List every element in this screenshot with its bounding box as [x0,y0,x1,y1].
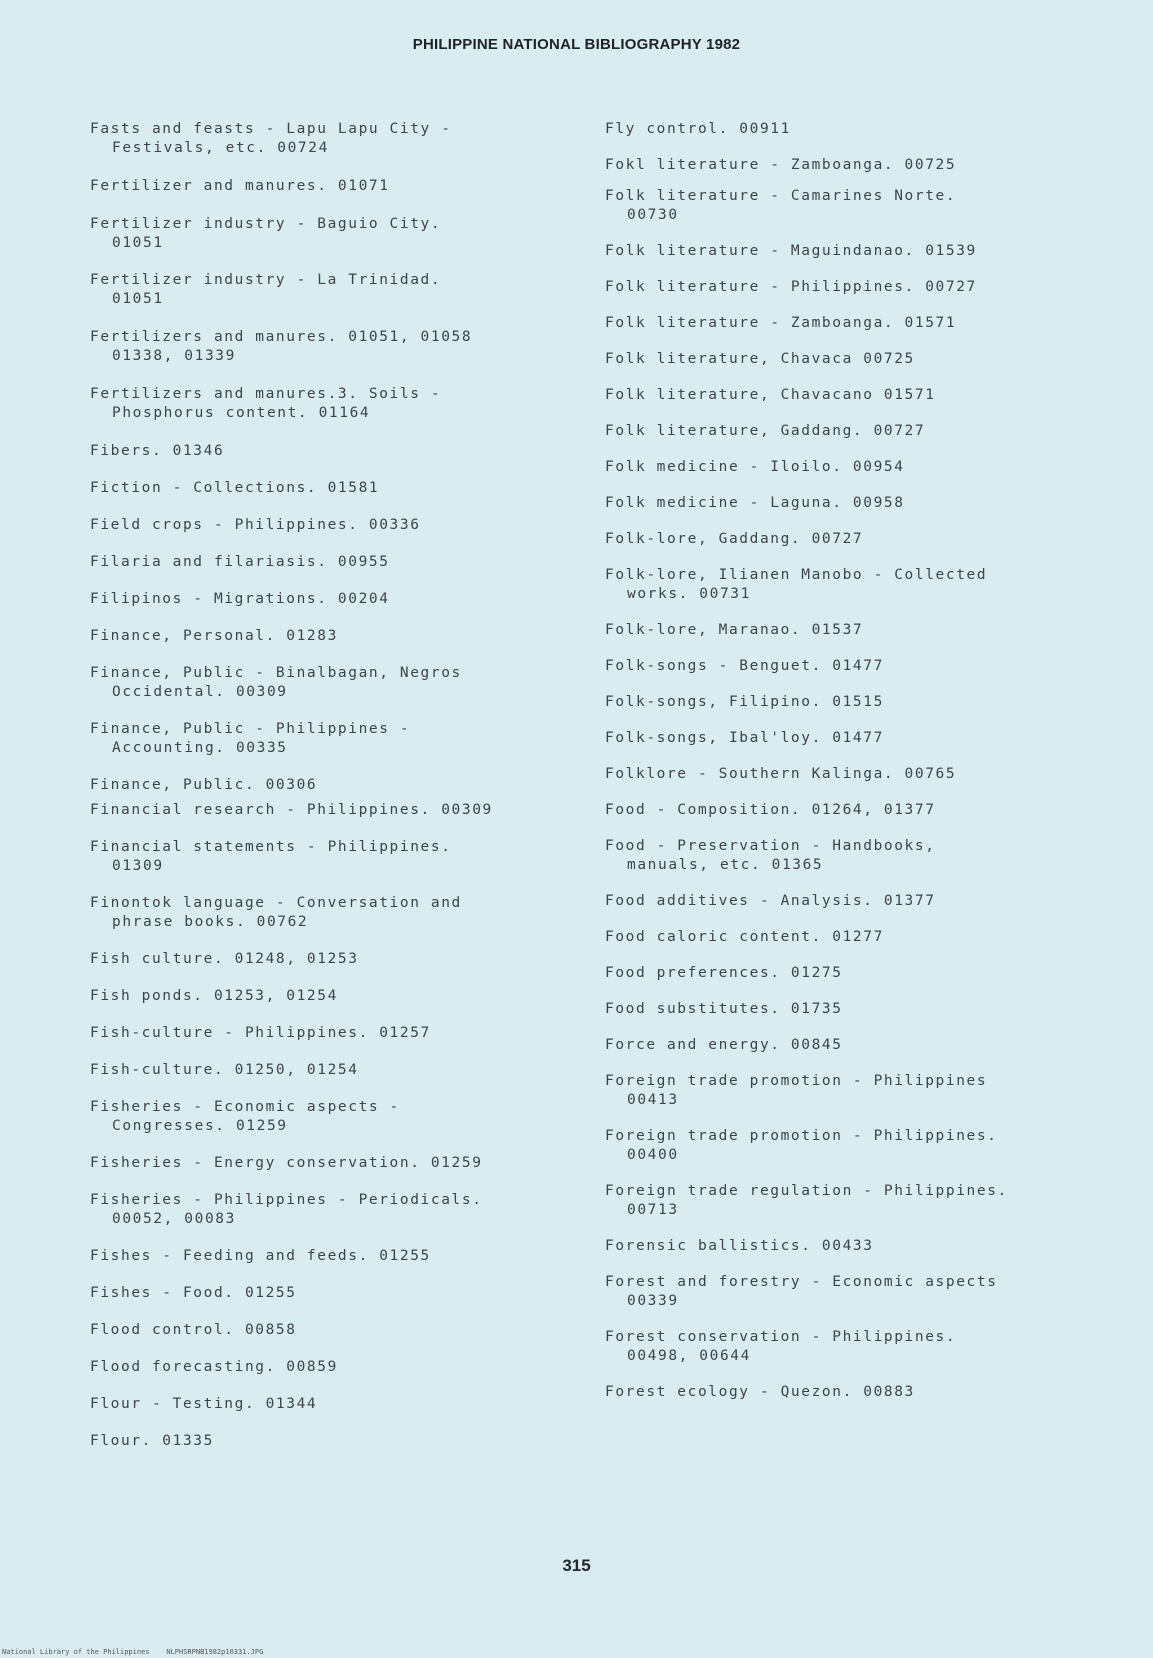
entry-heading: Flour. 01335 [90,1433,214,1449]
index-entry [90,385,570,423]
entry-heading: Folk literature - Camarines Norte. [605,188,957,204]
index-entry [90,442,570,461]
entry-continuation: Congresses. 01259 [112,1118,288,1134]
entry-heading: Food - Composition. 01264, 01377 [605,802,936,818]
entry-heading: Fertilizers and manures. 01051, 01058 [90,329,473,345]
entry-heading: Folk literature - Zamboanga. 01571 [605,315,957,331]
entry-heading: Folk medicine - Laguna. 00958 [605,495,905,511]
right-column [605,120,1075,1402]
entry-heading: Folk literature, Gaddang. 00727 [605,423,926,439]
entry-heading: Fiction - Collections. 01581 [90,480,380,496]
entry-continuation: Accounting. 00335 [112,740,288,756]
entry-heading: Financial research - Philippines. 00309 [90,802,493,818]
entry-heading: Fish-culture. 01250, 01254 [90,1062,359,1078]
entry-heading: Food caloric content. 01277 [605,929,884,945]
page-number: 315 [562,1556,591,1575]
entry-continuation: 00413 [627,1092,679,1108]
entry-heading: Fishes - Food. 01255 [90,1285,297,1301]
entry-heading: Folk literature - Maguindanao. 01539 [605,243,977,259]
left-column [90,120,570,1451]
index-entry [90,590,570,609]
index-entry [90,627,570,646]
entry-continuation: 00730 [627,207,679,223]
entry-heading: Fertilizers and manures.3. Soils - [90,386,442,402]
index-entry [90,801,570,820]
index-entry [90,1358,570,1377]
entry-heading: Fishes - Feeding and feeds. 01255 [90,1248,431,1264]
entry-continuation: 00339 [627,1293,679,1309]
index-entry [605,278,1075,297]
index-entry [605,187,1075,225]
entry-heading: Flour - Testing. 01344 [90,1396,318,1412]
index-entry [90,1098,570,1136]
index-entry [90,516,570,535]
entry-continuation: 01338, 01339 [112,348,236,364]
entry-continuation: phrase books. 00762 [112,914,309,930]
index-entry [605,1237,1075,1256]
entry-continuation: 01051 [112,235,164,251]
index-entry [90,1321,570,1340]
entry-heading: Flood forecasting. 00859 [90,1359,338,1375]
entry-heading: Finance, Personal. 01283 [90,628,338,644]
entry-continuation: 01051 [112,291,164,307]
entry-heading: Flood control. 00858 [90,1322,297,1338]
entry-heading: Fertilizer industry - La Trinidad. [90,272,442,288]
entry-heading: Folk-songs, Filipino. 01515 [605,694,884,710]
entry-heading: Folk-songs - Benguet. 01477 [605,658,884,674]
index-entry [90,271,570,309]
page-title: PHILIPPINE NATIONAL BIBLIOGRAPHY 1982 [412,36,741,53]
index-entry [605,837,1075,875]
entry-heading: Forensic ballistics. 00433 [605,1238,874,1254]
entry-heading: Fibers. 01346 [90,443,225,459]
entry-heading: Finontok language - Conversation and [90,895,462,911]
entry-heading: Folk literature, Chavacano 01571 [605,387,936,403]
index-entry [605,801,1075,820]
entry-heading: Foreign trade regulation - Philippines. [605,1183,1008,1199]
entry-continuation: Festivals, etc. 00724 [112,140,329,156]
entry-continuation: 01309 [112,858,164,874]
entry-continuation: 00498, 00644 [627,1348,751,1364]
entry-heading: Fish ponds. 01253, 01254 [90,988,338,1004]
index-entry [90,177,570,196]
index-entry [605,657,1075,676]
index-entry [605,1383,1075,1402]
index-entry [90,838,570,876]
index-entry [90,1154,570,1173]
index-entry [605,386,1075,405]
index-entry [605,156,1075,175]
index-entry [605,350,1075,369]
entry-heading: Force and energy. 00845 [605,1037,843,1053]
entry-heading: Food substitutes. 01735 [605,1001,843,1017]
index-entry [605,566,1075,604]
index-entry [605,693,1075,712]
entry-heading: Financial statements - Philippines. [90,839,452,855]
index-entry [90,553,570,572]
index-entry [605,621,1075,640]
index-entry [605,1328,1075,1366]
index-entry [90,776,570,795]
entry-heading: Folk-songs, Ibal'loy. 01477 [605,730,884,746]
index-entry [90,1191,570,1229]
index-entry [605,1127,1075,1165]
entry-heading: Fertilizer industry - Baguio City. [90,216,442,232]
entry-heading: Folk-lore, Maranao. 01537 [605,622,864,638]
entry-heading: Forest and forestry - Economic aspects [605,1274,998,1290]
index-entry [605,494,1075,513]
entry-continuation: 00052, 00083 [112,1211,236,1227]
entry-heading: Folk literature, Chavaca 00725 [605,351,915,367]
entry-heading: Fokl literature - Zamboanga. 00725 [605,157,957,173]
entry-heading: Fertilizer and manures. 01071 [90,178,390,194]
footer-caption: National Library of the Philippines NLPHSRPNB1982p10331.JPG [2,1648,264,1656]
entry-heading: Field crops - Philippines. 00336 [90,517,421,533]
entry-heading: Fish culture. 01248, 01253 [90,951,359,967]
entry-heading: Finance, Public - Philippines - [90,721,411,737]
index-entry [90,1284,570,1303]
index-entry [90,479,570,498]
index-entry [605,729,1075,748]
entry-heading: Food additives - Analysis. 01377 [605,893,936,909]
entry-heading: Folk-lore, Ilianen Manobo - Collected [605,567,988,583]
entry-heading: Fasts and feasts - Lapu Lapu City - [90,121,452,137]
entry-continuation: Occidental. 00309 [112,684,288,700]
entry-heading: Fisheries - Energy conservation. 01259 [90,1155,483,1171]
entry-heading: Finance, Public. 00306 [90,777,318,793]
index-entry [90,1024,570,1043]
index-entry [605,458,1075,477]
index-entry [90,120,570,158]
entry-continuation: Phosphorus content. 01164 [112,405,371,421]
entry-heading: Food - Preservation - Handbooks, [605,838,936,854]
index-entry [90,664,570,702]
entry-heading: Folk medicine - Iloilo. 00954 [605,459,905,475]
entry-continuation: manuals, etc. 01365 [627,857,824,873]
index-entry [605,1273,1075,1311]
index-entry [605,964,1075,983]
entry-heading: Forest ecology - Quezon. 00883 [605,1384,915,1400]
index-entry [605,1036,1075,1055]
index-entry [90,950,570,969]
entry-heading: Fly control. 00911 [605,121,791,137]
index-entry [605,1182,1075,1220]
entry-heading: Foreign trade promotion - Philippines [605,1073,988,1089]
entry-heading: Fisheries - Philippines - Periodicals. [90,1192,483,1208]
index-entry [90,215,570,253]
entry-continuation: 00400 [627,1147,679,1163]
index-entry [605,422,1075,441]
index-entry [605,530,1075,549]
entry-heading: Folk literature - Philippines. 00727 [605,279,977,295]
index-entry [605,928,1075,947]
index-entry [605,314,1075,333]
entry-heading: Fish-culture - Philippines. 01257 [90,1025,431,1041]
index-entry [90,1432,570,1451]
index-entry [90,1061,570,1080]
entry-continuation: 00713 [627,1202,679,1218]
entry-heading: Forest conservation - Philippines. [605,1329,957,1345]
entry-heading: Food preferences. 01275 [605,965,843,981]
index-entry [605,1000,1075,1019]
entry-heading: Finance, Public - Binalbagan, Negros [90,665,462,681]
index-entry [90,1395,570,1414]
entry-heading: Filaria and filariasis. 00955 [90,554,390,570]
index-entry [90,720,570,758]
index-entry [605,1072,1075,1110]
index-entry [90,894,570,932]
entry-heading: Fisheries - Economic aspects - [90,1099,400,1115]
index-entry [90,328,570,366]
entry-heading: Folklore - Southern Kalinga. 00765 [605,766,957,782]
index-entry [90,987,570,1006]
index-entry [90,1247,570,1266]
entry-heading: Folk-lore, Gaddang. 00727 [605,531,864,547]
index-entry [605,765,1075,784]
entry-heading: Filipinos - Migrations. 00204 [90,591,390,607]
entry-continuation: works. 00731 [627,586,751,602]
index-entry [605,120,1075,139]
entry-heading: Foreign trade promotion - Philippines. [605,1128,998,1144]
index-entry [605,892,1075,911]
index-entry [605,242,1075,261]
